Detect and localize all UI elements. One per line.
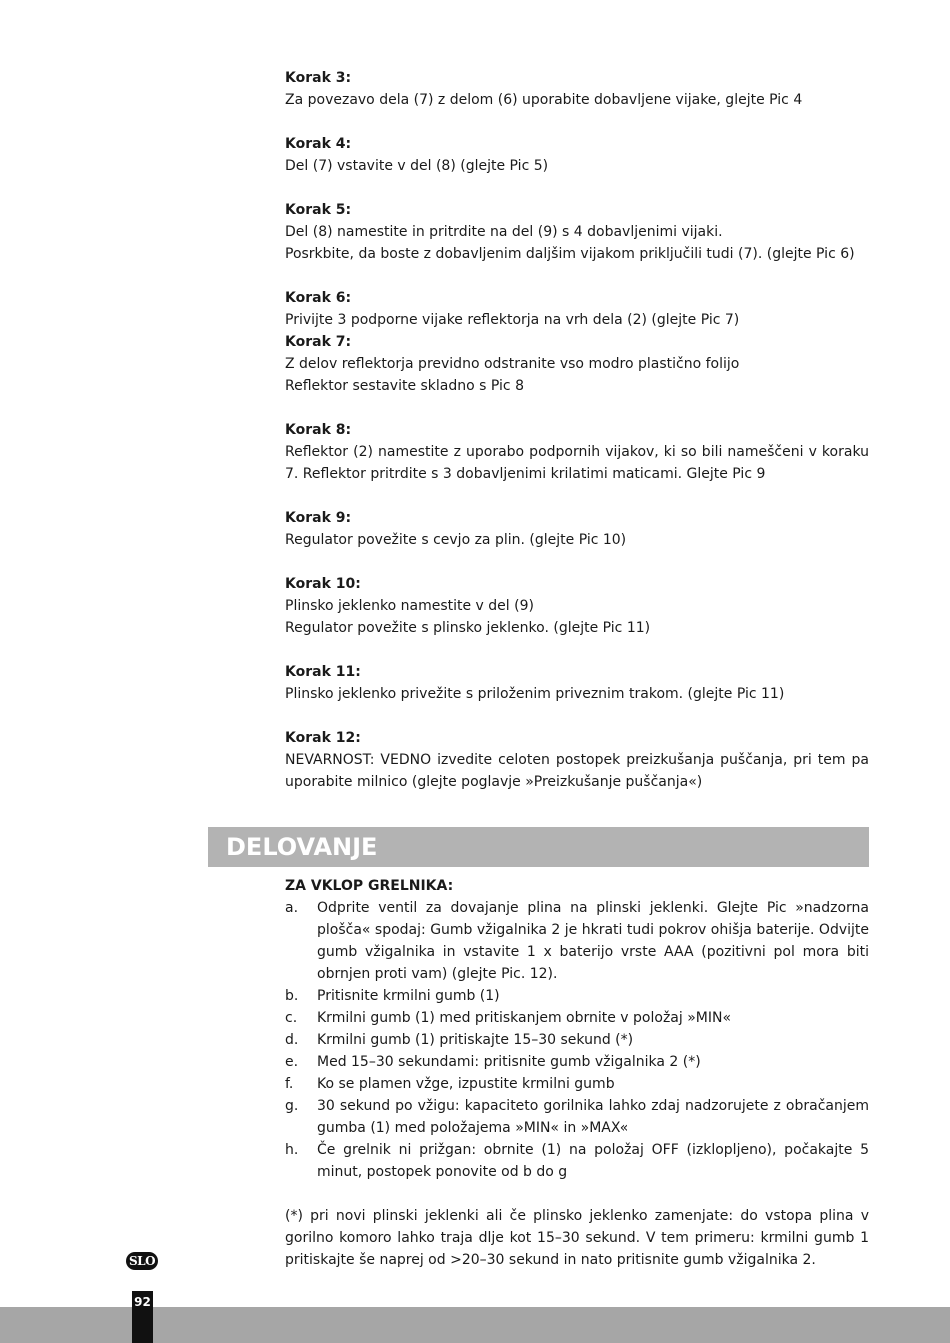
list-text: Pritisnite krmilni gumb (1) bbox=[317, 988, 500, 1004]
list-text: Krmilni gumb (1) pritiskajte 15–30 sekund (*) bbox=[317, 1032, 634, 1048]
list-text: Ko se plamen vžge, izpustite krmilni gumb bbox=[317, 1076, 615, 1092]
list-item bbox=[285, 1007, 869, 1029]
step-line: Z delov reflektorja previdno odstranite vso modro plastično folijo bbox=[285, 356, 740, 372]
list-item bbox=[285, 1139, 869, 1183]
list-marker: a. bbox=[285, 900, 299, 916]
step-line: Plinsko jeklenko namestite v del (9) bbox=[285, 598, 534, 614]
list-item bbox=[285, 1029, 869, 1051]
step-6 bbox=[285, 287, 869, 331]
list-item bbox=[285, 1073, 869, 1095]
list-marker: c. bbox=[285, 1010, 298, 1026]
step-title: Korak 10: bbox=[285, 576, 361, 592]
step-12 bbox=[285, 727, 869, 793]
step-title: Korak 11: bbox=[285, 664, 361, 680]
step-title: Korak 9: bbox=[285, 510, 352, 526]
step-line: Reflektor (2) namestite z uporabo podpornih vijakov, ki so bili nameščeni v koraku 7. Reflektor pritrdite s 3 dobavljenimi krilatimi maticami. Glejte Pic 9 bbox=[285, 444, 869, 482]
list-text: Če grelnik ni prižgan: obrnite (1) na položaj OFF (izklopljeno), počakajte 5 minut, postopek ponovite od b do g bbox=[317, 1142, 869, 1180]
list-item bbox=[285, 1051, 869, 1073]
step-line: Plinsko jeklenko privežite s priloženim priveznim trakom. (glejte Pic 11) bbox=[285, 686, 785, 702]
list-item bbox=[285, 985, 869, 1007]
footnote: (*) pri novi plinski jeklenki ali če plinsko jeklenko zamenjate: do vstopa plina v gorilno komoro lahko traja dlje kot 15–30 sekund. V tem primeru: krmilni gumb 1 pritiskajte še naprej od >20–30 sekund in nato pritisnite gumb vžigalnika 2. bbox=[285, 1208, 869, 1268]
step-title: Korak 6: bbox=[285, 290, 352, 306]
list-text: Krmilni gumb (1) med pritiskanjem obrnite v položaj »MIN« bbox=[317, 1010, 732, 1026]
list-marker: b. bbox=[285, 988, 299, 1004]
list-marker: g. bbox=[285, 1098, 299, 1114]
page-number: 92 bbox=[132, 1291, 153, 1343]
step-8 bbox=[285, 419, 869, 485]
list-item bbox=[285, 897, 869, 985]
step-4 bbox=[285, 133, 869, 177]
step-10 bbox=[285, 573, 869, 639]
step-title: Korak 7: bbox=[285, 334, 352, 350]
instruction-list bbox=[285, 897, 869, 1183]
list-marker: e. bbox=[285, 1054, 299, 1070]
step-9 bbox=[285, 507, 869, 551]
step-5 bbox=[285, 199, 869, 265]
step-line: Del (7) vstavite v del (8) (glejte Pic 5) bbox=[285, 158, 549, 174]
list-text: Odprite ventil za dovajanje plina na plinski jeklenki. Glejte Pic »nadzorna plošča« spodaj: Gumb vžigalnika 2 je hkrati tudi pokrov ohišja baterije. Odvijte gumb vžigalnika in vstavite 1 x baterijo vrste AAA (pozitivni pol mora biti obrnjen proti vam) (glejte Pic. 12). bbox=[317, 900, 870, 982]
step-title: Korak 3: bbox=[285, 70, 352, 86]
step-line: Posrkbite, da boste z dobavljenim daljšim vijakom priključili tudi (7). (glejte Pic 6) bbox=[285, 246, 855, 262]
step-line: Privijte 3 podporne vijake reflektorja na vrh dela (2) (glejte Pic 7) bbox=[285, 312, 740, 328]
step-line: NEVARNOST: VEDNO izvedite celoten postopek preizkušanja puščanja, pri tem pa uporabite milnico (glejte poglavje »Preizkušanje puščanja«) bbox=[285, 752, 869, 790]
step-title: Korak 12: bbox=[285, 730, 361, 746]
step-title: Korak 5: bbox=[285, 202, 352, 218]
list-text: 30 sekund po vžigu: kapaciteto gorilnika lahko zdaj nadzorujete z obračanjem gumba (1) med položajema »MIN« in »MAX« bbox=[317, 1098, 869, 1136]
step-3 bbox=[285, 67, 869, 111]
step-7 bbox=[285, 331, 869, 397]
section-heading: DELOVANJE bbox=[208, 827, 869, 867]
list-marker: f. bbox=[285, 1076, 294, 1092]
section-subtitle: ZA VKLOP GRELNIKA: bbox=[285, 878, 454, 894]
step-title: Korak 8: bbox=[285, 422, 352, 438]
step-line: Za povezavo dela (7) z delom (6) uporabite dobavljene vijake, glejte Pic 4 bbox=[285, 92, 803, 108]
step-title: Korak 4: bbox=[285, 136, 352, 152]
list-text: Med 15–30 sekundami: pritisnite gumb vžigalnika 2 (*) bbox=[317, 1054, 701, 1070]
list-marker: h. bbox=[285, 1142, 299, 1158]
step-11 bbox=[285, 661, 869, 705]
list-marker: d. bbox=[285, 1032, 299, 1048]
step-line: Del (8) namestite in pritrdite na del (9) s 4 dobavljenimi vijaki. bbox=[285, 224, 723, 240]
step-line: Reflektor sestavite skladno s Pic 8 bbox=[285, 378, 524, 394]
language-badge: SLO bbox=[126, 1252, 158, 1270]
list-item bbox=[285, 1095, 869, 1139]
step-line: Regulator povežite s plinsko jeklenko. (glejte Pic 11) bbox=[285, 620, 651, 636]
step-line: Regulator povežite s cevjo za plin. (glejte Pic 10) bbox=[285, 532, 627, 548]
